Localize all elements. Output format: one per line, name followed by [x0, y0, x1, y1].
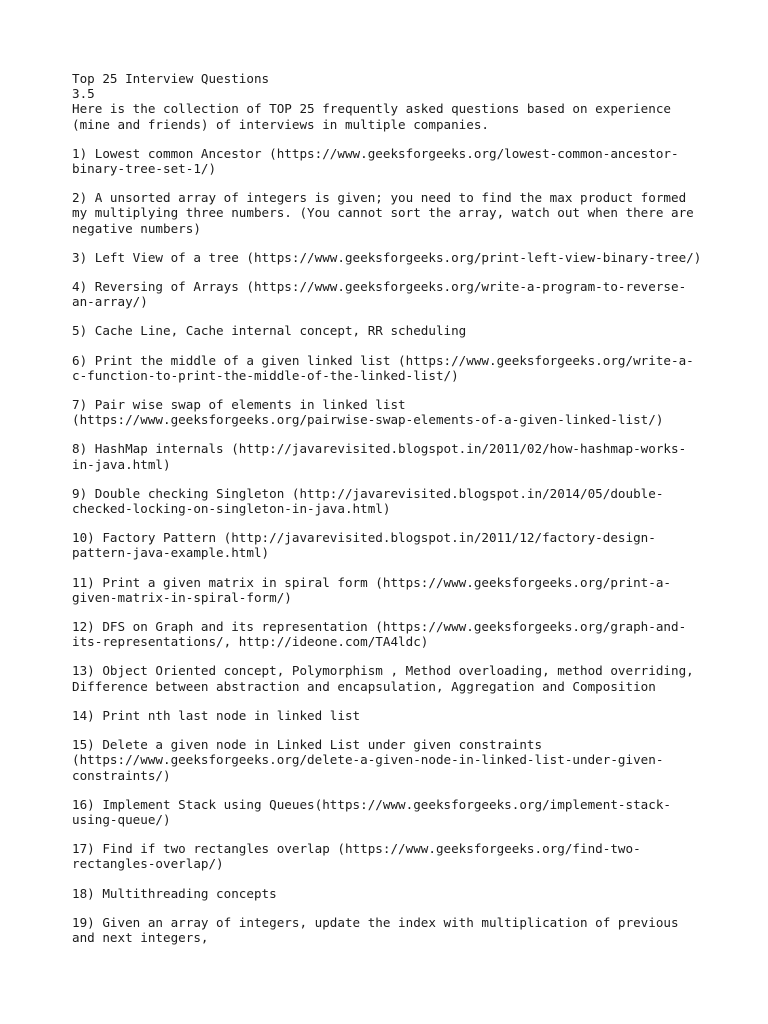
question-line: given-matrix-in-spiral-form/) — [72, 589, 292, 605]
question-line: 18) Multithreading concepts — [72, 885, 277, 901]
question-item — [72, 708, 732, 723]
question-line: 8) HashMap internals (http://javarevisited.blogspot.in/2011/02/how-hashmap-works- — [72, 441, 687, 457]
question-item — [72, 441, 732, 471]
intro-paragraph — [72, 101, 732, 131]
document-page — [72, 71, 732, 959]
question-item — [72, 353, 732, 383]
document-title: Top 25 Interview Questions — [72, 71, 270, 86]
question-line: 7) Pair wise swap of elements in linked list — [72, 397, 406, 413]
question-line: 12) DFS on Graph and its representation (https://www.geeksforgeeks.org/graph-and- — [72, 619, 687, 635]
question-line: rectangles-overlap/) — [72, 856, 224, 872]
question-item — [72, 619, 732, 649]
question-line: 5) Cache Line, Cache internal concept, RR scheduling — [72, 323, 467, 339]
question-item — [72, 886, 732, 901]
question-item — [72, 575, 732, 605]
question-line: 17) Find if two rectangles overlap (https://www.geeksforgeeks.org/find-two- — [72, 841, 641, 857]
question-line: and next integers, — [72, 929, 209, 945]
question-item — [72, 841, 732, 871]
question-line: binary-tree-set-1/) — [72, 161, 217, 177]
question-line: pattern-java-example.html) — [72, 545, 270, 561]
question-line: c-function-to-print-the-middle-of-the-linked-list/) — [72, 367, 459, 383]
question-item — [72, 663, 732, 693]
intro-line: Here is the collection of TOP 25 frequently asked questions based on experience — [72, 101, 671, 117]
question-line: 16) Implement Stack using Queues(https://www.geeksforgeeks.org/implement-stack- — [72, 796, 671, 812]
question-item — [72, 737, 732, 783]
question-item — [72, 323, 732, 338]
question-item — [72, 250, 732, 265]
question-line: 14) Print nth last node in linked list — [72, 707, 361, 723]
question-line: (https://www.geeksforgeeks.org/delete-a-given-node-in-linked-list-under-given- — [72, 752, 664, 768]
question-line: 1) Lowest common Ancestor (https://www.geeksforgeeks.org/lowest-common-ancestor- — [72, 145, 679, 161]
question-list — [72, 146, 732, 945]
question-line: 10) Factory Pattern (http://javarevisited.blogspot.in/2011/12/factory-design- — [72, 530, 656, 546]
intro-line: (mine and friends) of interviews in multiple companies. — [72, 116, 490, 132]
question-line: 15) Delete a given node in Linked List under given constraints — [72, 737, 543, 753]
question-item — [72, 397, 732, 427]
question-line: 2) A unsorted array of integers is given; you need to find the max product formed — [72, 190, 687, 206]
question-line: 11) Print a given matrix in spiral form (https://www.geeksforgeeks.org/print-a- — [72, 574, 671, 590]
question-item — [72, 486, 732, 516]
question-item — [72, 530, 732, 560]
question-line: constraints/) — [72, 767, 171, 783]
question-line: Difference between abstraction and encapsulation, Aggregation and Composition — [72, 678, 656, 694]
question-line: 13) Object Oriented concept, Polymorphism , Method overloading, method overriding, — [72, 663, 694, 679]
question-line: (https://www.geeksforgeeks.org/pairwise-swap-elements-of-a-given-linked-list/) — [72, 412, 664, 428]
question-line: 9) Double checking Singleton (http://javarevisited.blogspot.in/2014/05/double- — [72, 485, 664, 501]
question-line: an-array/) — [72, 294, 148, 310]
question-item — [72, 279, 732, 309]
question-line: 3) Left View of a tree (https://www.geeksforgeeks.org/print-left-view-binary-tree/) — [72, 249, 702, 265]
question-item — [72, 146, 732, 176]
question-line: its-representations/, http://ideone.com/TA4ldc) — [72, 634, 429, 650]
question-line: 4) Reversing of Arrays (https://www.geeksforgeeks.org/write-a-program-to-reverse- — [72, 279, 687, 295]
question-item — [72, 190, 732, 236]
question-line: 19) Given an array of integers, update the index with multiplication of previous — [72, 914, 679, 930]
question-line: my multiplying three numbers. (You cannot sort the array, watch out when there are — [72, 205, 694, 221]
question-item — [72, 915, 732, 945]
question-line: in-java.html) — [72, 456, 171, 472]
question-line: negative numbers) — [72, 220, 201, 236]
question-line: checked-locking-on-singleton-in-java.html) — [72, 501, 391, 517]
question-line: using-queue/) — [72, 811, 171, 827]
document-rating: 3.5 — [72, 86, 95, 102]
question-line: 6) Print the middle of a given linked list (https://www.geeksforgeeks.org/write-a- — [72, 352, 694, 368]
question-item — [72, 797, 732, 827]
